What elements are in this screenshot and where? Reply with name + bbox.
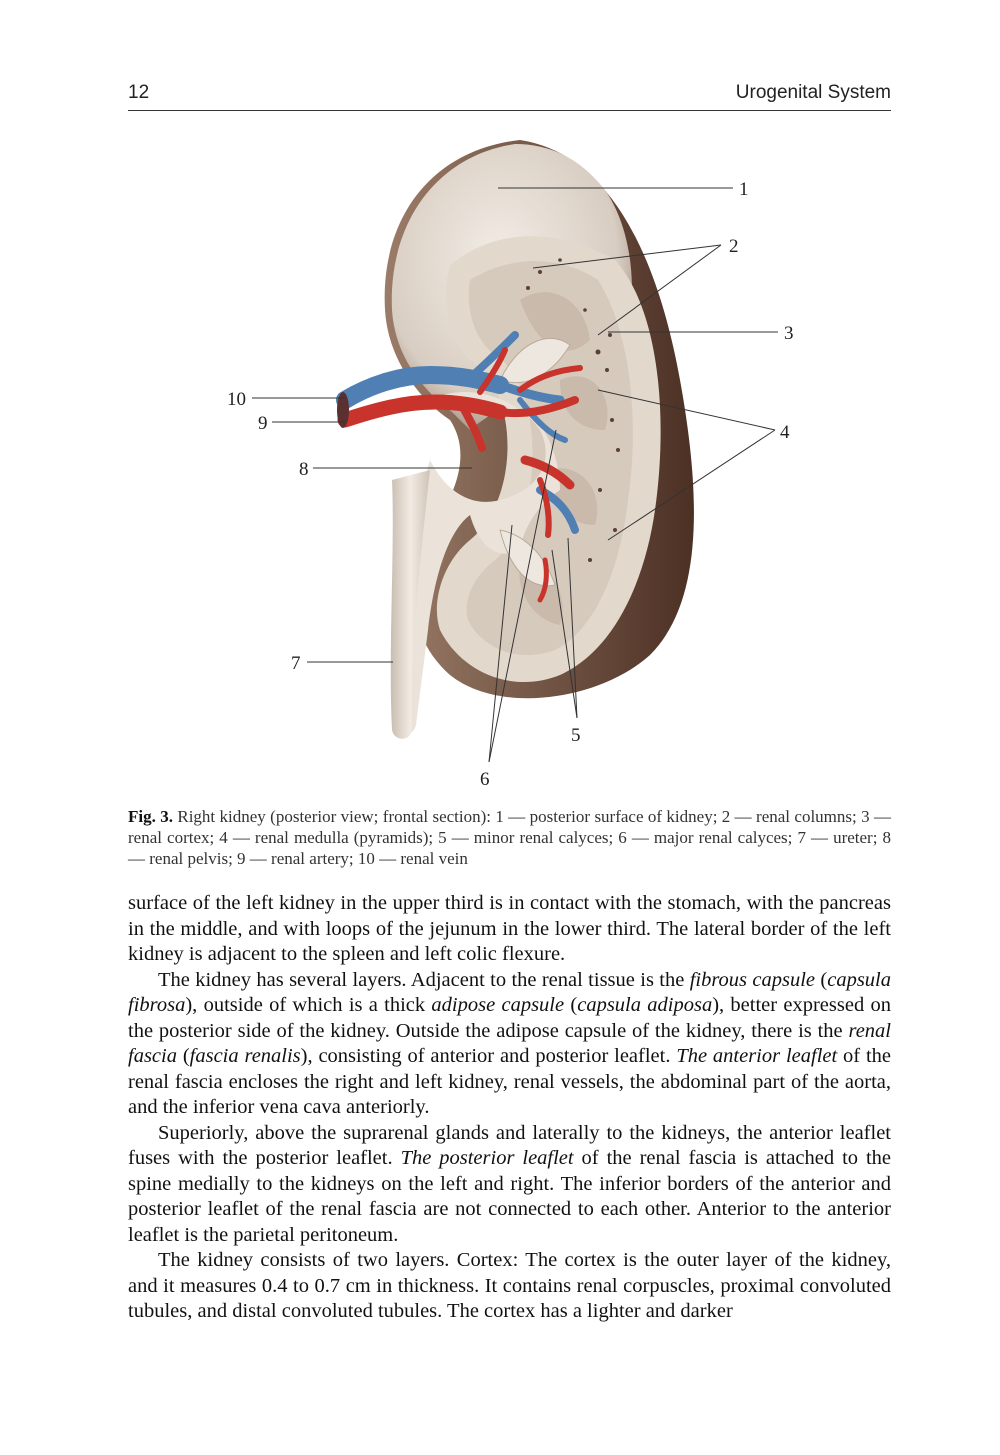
p2-term-renal-fascia: renal fascia (128, 1019, 891, 1067)
p3-text-c: of the renal fascia is attached to the spine medially to the kidneys on the left and right. The inferior borders of the anterior and posterior leaflet of the renal fascia are not connected to each other. Anterior to the anterior leaflet is the parietal peritoneum. (128, 1147, 892, 1246)
label-7: 7 (291, 653, 301, 674)
p3-term-posterior-leaflet: The posterior leaflet (400, 1147, 574, 1169)
figure-caption (128, 806, 891, 869)
label-5: 5 (571, 725, 581, 746)
kidney-illustration (0, 130, 1000, 800)
p2-text-o: of the renal fascia encloses the right and left kidney, renal vessels, the abdominal part of the aorta, and the inferior vena cava anteriorly. (128, 1045, 892, 1118)
paragraph-4: The kidney consists of two layers. Cortex: The cortex is the outer layer of the kidney, and it measures 0.4 to 0.7 cm in thickness. It contains renal corpuscles, proximal convoluted tubules, and distal convoluted tubules. The cortex has a lighter and darker (128, 1249, 891, 1322)
caption-text: Right kidney (posterior view; frontal section): 1 — posterior surface of kidney; 2 — renal columns; 3 — renal cortex; 4 — renal medulla (pyramids); 5 — minor renal calyces; 6 — major renal calyces; 7 — ureter; 8 — renal pelvis; 9 — renal artery; 10 — renal vein (128, 807, 891, 868)
p2-text-e: ), outside of which is a thick (185, 994, 432, 1016)
p2-text-m: ), consisting of anterior and posterior leaflet. (300, 1045, 677, 1067)
section-title: Urogenital System (735, 82, 891, 103)
page-number: 12 (128, 82, 150, 103)
kidney-figure (0, 130, 1000, 800)
vessel-cut-end (337, 392, 349, 428)
p2-text-c: ( (815, 968, 828, 991)
label-10: 10 (227, 389, 246, 410)
p2-term-capsula-fibrosa: capsula fibrosa (128, 968, 891, 1016)
paragraph-1: surface of the left kidney in the upper third is in contact with the stomach, with the pancreas in the middle, and with loops of the jejunum in the lower third. The lateral border of the left kidney is adjacent to the spleen and left colic flexure. (128, 892, 891, 965)
label-8: 8 (299, 459, 309, 480)
p2-text-k: ( (176, 1045, 190, 1067)
label-2: 2 (729, 236, 739, 257)
p2-term-anterior-leaflet: The anterior leaflet (676, 1045, 838, 1067)
p2-term-capsula-adiposa: capsula adiposa (577, 994, 713, 1016)
p3-text-a: Superiorly, above the suprarenal glands and laterally to the kidneys, the anterior leaflet fuses with the posterior leaflet. (128, 1121, 891, 1169)
p2-term-fascia-renalis: fascia renalis (189, 1045, 301, 1067)
p2-text-g: ( (564, 994, 578, 1016)
p2-text-a: The kidney has several layers. Adjacent to the renal tissue is the (158, 968, 690, 991)
body-text (128, 891, 891, 1325)
paragraph-2 (128, 968, 891, 1121)
running-head (128, 82, 891, 111)
p2-term-adipose-capsule: adipose capsule (431, 994, 565, 1016)
label-6: 6 (480, 769, 490, 790)
paragraph-3 (128, 1121, 891, 1249)
figure-number: Fig. 3. (128, 807, 173, 826)
p2-term-fibrous-capsule: fibrous capsule (689, 968, 816, 991)
p2-text-i: ), better expressed on the posterior side of the kidney. Outside the adipose capsule of the kidney, there is the (128, 994, 891, 1042)
label-9: 9 (258, 413, 268, 434)
label-1: 1 (739, 179, 749, 200)
label-3: 3 (784, 323, 794, 344)
label-4: 4 (780, 422, 790, 443)
